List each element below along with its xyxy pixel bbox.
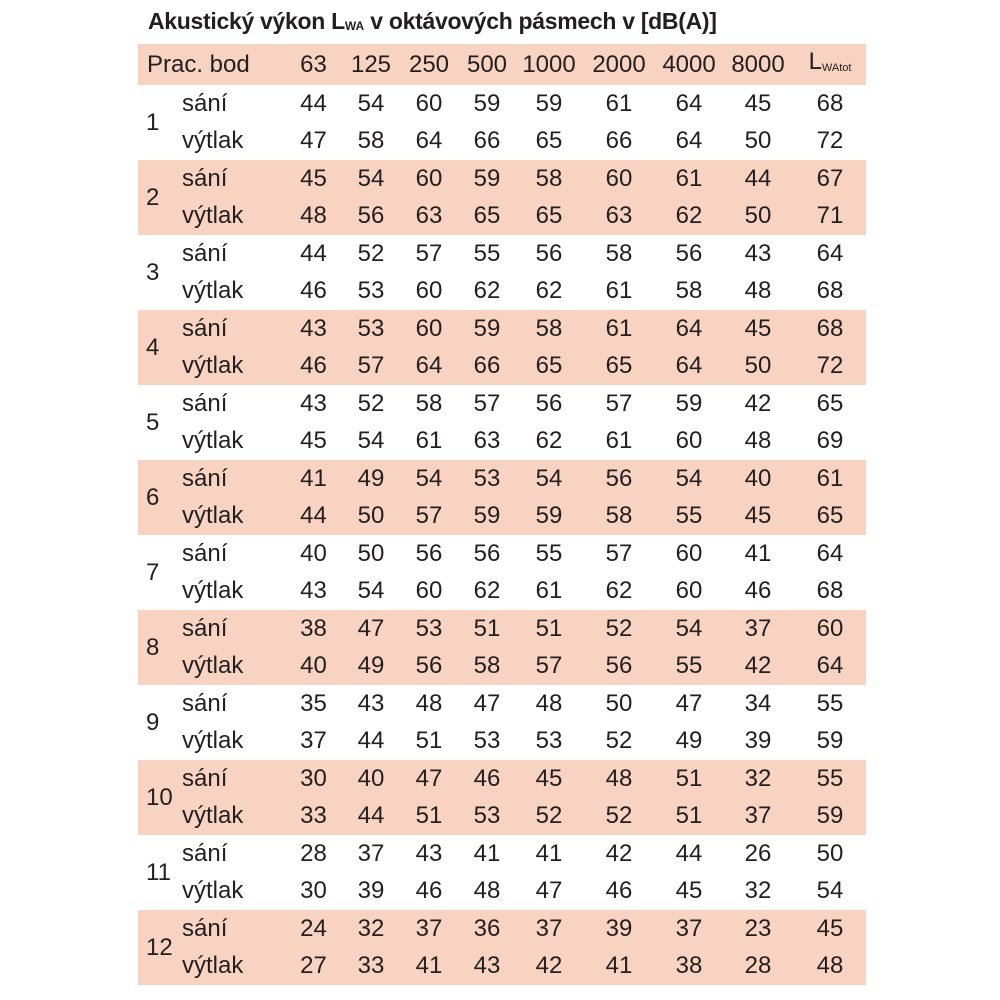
band-value-cell: 39	[582, 910, 656, 948]
band-value-cell: 62	[473, 277, 501, 305]
row-intake	[138, 310, 866, 348]
band-value-cell: 46	[744, 577, 772, 605]
table-header	[138, 44, 866, 85]
intake-label: sání	[178, 160, 285, 198]
header-point-label: Prac. bod	[138, 44, 285, 85]
band-value-cell: 45	[675, 877, 703, 905]
total-value-cell: 54	[816, 877, 844, 905]
intake-label: sání	[178, 310, 285, 348]
header-band-8000: 8000	[722, 44, 794, 85]
row-intake	[138, 460, 866, 498]
row-intake	[138, 85, 866, 123]
discharge-label: výtlak	[178, 498, 285, 536]
point-number: 9	[146, 708, 160, 736]
band-value-cell: 37	[656, 910, 722, 948]
band-value-cell: 40	[300, 539, 327, 567]
header-band-1000: 1000	[516, 44, 582, 85]
band-value-cell: 54	[342, 160, 400, 198]
band-value-cell: 37	[300, 727, 327, 755]
band-value-cell: 55	[473, 239, 501, 267]
band-value-cell: 44	[342, 798, 400, 836]
band-value-cell: 65	[582, 348, 656, 386]
band-value-cell: 43	[300, 389, 327, 417]
total-value-cell: 50	[816, 839, 844, 867]
band-value-cell: 62	[535, 277, 563, 305]
intake-label: sání	[182, 539, 228, 567]
band-value-cell: 58	[582, 498, 656, 536]
band-value-cell: 40	[342, 760, 400, 798]
band-value-cell: 40	[285, 648, 342, 686]
total-value-cell: 55	[816, 689, 844, 717]
band-value-cell: 54	[357, 427, 385, 455]
band-value-cell: 61	[605, 277, 633, 305]
point-number: 7	[146, 558, 160, 586]
band-value-cell: 55	[535, 539, 563, 567]
band-value-cell: 53	[458, 798, 516, 836]
total-value-cell: 60	[794, 610, 866, 648]
total-value-cell: 65	[816, 389, 844, 417]
band-value-cell: 37	[722, 798, 794, 836]
discharge-label: výtlak	[182, 277, 244, 305]
band-value-cell: 66	[458, 348, 516, 386]
band-value-cell: 41	[744, 539, 772, 567]
band-value-cell: 38	[656, 948, 722, 986]
intake-label: sání	[178, 610, 285, 648]
band-value-cell: 26	[744, 839, 772, 867]
band-value-cell: 58	[357, 127, 385, 155]
band-value-cell: 56	[342, 198, 400, 236]
band-value-cell: 43	[744, 239, 772, 267]
band-value-cell: 65	[535, 127, 563, 155]
total-value-cell: 68	[816, 89, 844, 117]
band-value-cell: 57	[473, 389, 501, 417]
band-value-cell: 39	[744, 727, 772, 755]
band-value-cell: 64	[675, 89, 703, 117]
band-value-cell: 47	[535, 877, 563, 905]
band-value-cell: 50	[357, 539, 385, 567]
band-value-cell: 48	[744, 277, 772, 305]
discharge-label: výtlak	[182, 577, 244, 605]
band-value-cell: 50	[342, 498, 400, 536]
band-value-cell: 52	[516, 798, 582, 836]
discharge-label: výtlak	[178, 648, 285, 686]
band-value-cell: 52	[357, 389, 385, 417]
total-value-cell: 68	[794, 310, 866, 348]
band-value-cell: 41	[400, 948, 458, 986]
band-value-cell: 42	[516, 948, 582, 986]
band-value-cell: 62	[473, 577, 501, 605]
header-band-4000: 4000	[656, 44, 722, 85]
band-value-cell: 59	[516, 498, 582, 536]
band-value-cell: 62	[535, 427, 563, 455]
band-value-cell: 66	[473, 127, 501, 155]
band-value-cell: 56	[473, 539, 501, 567]
band-value-cell: 46	[285, 348, 342, 386]
band-value-cell: 49	[342, 648, 400, 686]
band-value-cell: 59	[458, 498, 516, 536]
table-body	[138, 85, 866, 985]
band-value-cell: 62	[656, 198, 722, 236]
band-value-cell: 44	[285, 498, 342, 536]
point-number: 6	[138, 460, 178, 535]
band-value-cell: 53	[357, 277, 385, 305]
header-band-250: 250	[400, 44, 458, 85]
band-value-cell: 54	[656, 460, 722, 498]
band-value-cell: 60	[675, 539, 703, 567]
band-value-cell: 24	[285, 910, 342, 948]
row-intake	[138, 160, 866, 198]
band-value-cell: 60	[675, 577, 703, 605]
band-value-cell: 33	[342, 948, 400, 986]
header-total-main: L	[808, 47, 822, 75]
band-value-cell: 56	[535, 239, 563, 267]
discharge-label: výtlak	[178, 798, 285, 836]
band-value-cell: 44	[357, 727, 385, 755]
band-value-cell: 56	[415, 539, 443, 567]
band-value-cell: 59	[675, 389, 703, 417]
header-total	[794, 44, 866, 85]
point-number: 3	[146, 258, 160, 286]
acoustic-power-table	[138, 44, 866, 985]
total-value-cell: 61	[794, 460, 866, 498]
band-value-cell: 61	[535, 577, 563, 605]
band-value-cell: 47	[342, 610, 400, 648]
table-title	[148, 7, 717, 40]
discharge-label: výtlak	[182, 427, 244, 455]
point-number: 11	[146, 858, 171, 886]
row-intake	[138, 910, 866, 948]
intake-label: sání	[182, 239, 228, 267]
row-discharge	[138, 648, 866, 686]
band-value-cell: 54	[516, 460, 582, 498]
band-value-cell: 61	[605, 89, 633, 117]
band-value-cell: 56	[675, 239, 703, 267]
band-value-cell: 49	[675, 727, 703, 755]
band-value-cell: 57	[415, 239, 443, 267]
band-value-cell: 64	[656, 348, 722, 386]
band-value-cell: 48	[415, 689, 443, 717]
total-value-cell: 69	[816, 427, 844, 455]
band-value-cell: 50	[744, 127, 772, 155]
band-value-cell: 42	[605, 839, 633, 867]
band-value-cell: 59	[473, 89, 501, 117]
band-value-cell: 43	[285, 310, 342, 348]
intake-label: sání	[182, 839, 228, 867]
band-value-cell: 56	[535, 389, 563, 417]
intake-label: sání	[178, 760, 285, 798]
band-value-cell: 48	[285, 198, 342, 236]
band-value-cell: 53	[535, 727, 563, 755]
band-value-cell: 53	[342, 310, 400, 348]
band-value-cell: 48	[582, 760, 656, 798]
band-value-cell: 64	[656, 310, 722, 348]
band-value-cell: 32	[722, 760, 794, 798]
band-value-cell: 57	[605, 539, 633, 567]
band-value-cell: 41	[473, 839, 501, 867]
band-value-cell: 30	[285, 760, 342, 798]
band-value-cell: 45	[300, 427, 327, 455]
band-value-cell: 43	[415, 839, 443, 867]
band-value-cell: 56	[582, 648, 656, 686]
band-value-cell: 57	[342, 348, 400, 386]
band-value-cell: 52	[357, 239, 385, 267]
band-value-cell: 45	[722, 498, 794, 536]
band-value-cell: 37	[400, 910, 458, 948]
band-value-cell: 33	[285, 798, 342, 836]
total-value-cell: 59	[794, 798, 866, 836]
band-value-cell: 53	[400, 610, 458, 648]
band-value-cell: 48	[473, 877, 501, 905]
intake-label: sání	[182, 389, 228, 417]
band-value-cell: 56	[400, 648, 458, 686]
header-band-63: 63	[285, 44, 342, 85]
band-value-cell: 30	[300, 877, 327, 905]
band-value-cell: 42	[744, 389, 772, 417]
band-value-cell: 60	[400, 160, 458, 198]
band-value-cell: 58	[675, 277, 703, 305]
band-value-cell: 47	[400, 760, 458, 798]
discharge-label: výtlak	[178, 198, 285, 236]
row-intake	[138, 235, 866, 273]
band-value-cell: 41	[582, 948, 656, 986]
total-value-cell: 64	[816, 539, 844, 567]
band-value-cell: 41	[535, 839, 563, 867]
total-value-cell: 71	[794, 198, 866, 236]
band-value-cell: 64	[415, 127, 443, 155]
band-value-cell: 55	[656, 648, 722, 686]
band-value-cell: 52	[582, 798, 656, 836]
band-value-cell: 65	[516, 348, 582, 386]
row-discharge	[138, 348, 866, 386]
band-value-cell: 63	[582, 198, 656, 236]
band-value-cell: 63	[473, 427, 501, 455]
band-value-cell: 50	[722, 348, 794, 386]
discharge-label: výtlak	[182, 877, 244, 905]
band-value-cell: 28	[722, 948, 794, 986]
band-value-cell: 48	[535, 689, 563, 717]
intake-label: sání	[182, 89, 228, 117]
band-value-cell: 66	[605, 127, 633, 155]
total-value-cell: 45	[794, 910, 866, 948]
band-value-cell: 53	[458, 460, 516, 498]
band-value-cell: 57	[516, 648, 582, 686]
band-value-cell: 43	[300, 577, 327, 605]
title-subscript: WA	[344, 19, 365, 33]
point-number: 1	[146, 108, 160, 136]
title-suffix: v oktávových pásmech v [dB(A)]	[364, 8, 717, 34]
point-number: 5	[146, 408, 160, 436]
total-value-cell: 68	[816, 577, 844, 605]
total-value-cell: 64	[816, 239, 844, 267]
row-discharge	[138, 723, 866, 761]
intake-label: sání	[178, 460, 285, 498]
band-value-cell: 51	[656, 760, 722, 798]
band-value-cell: 57	[605, 389, 633, 417]
band-value-cell: 63	[400, 198, 458, 236]
band-value-cell: 61	[582, 310, 656, 348]
band-value-cell: 55	[656, 498, 722, 536]
row-discharge	[138, 873, 866, 911]
band-value-cell: 49	[342, 460, 400, 498]
intake-label: sání	[178, 910, 285, 948]
band-value-cell: 44	[300, 239, 327, 267]
point-number: 12	[138, 910, 178, 985]
band-value-cell: 54	[400, 460, 458, 498]
band-value-cell: 59	[535, 89, 563, 117]
discharge-label: výtlak	[182, 127, 244, 155]
row-discharge	[138, 498, 866, 536]
band-value-cell: 65	[458, 198, 516, 236]
band-value-cell: 48	[744, 427, 772, 455]
band-value-cell: 47	[300, 127, 327, 155]
band-value-cell: 47	[675, 689, 703, 717]
band-value-cell: 52	[582, 610, 656, 648]
band-value-cell: 45	[722, 310, 794, 348]
header-row	[138, 44, 866, 85]
band-value-cell: 43	[458, 948, 516, 986]
band-value-cell: 64	[675, 127, 703, 155]
band-value-cell: 46	[458, 760, 516, 798]
band-value-cell: 36	[458, 910, 516, 948]
intake-label: sání	[182, 689, 228, 717]
band-value-cell: 51	[656, 798, 722, 836]
band-value-cell: 37	[722, 610, 794, 648]
band-value-cell: 41	[285, 460, 342, 498]
title-prefix: Akustický výkon L	[148, 8, 345, 34]
total-value-cell: 72	[794, 348, 866, 386]
band-value-cell: 32	[342, 910, 400, 948]
total-value-cell: 59	[816, 727, 844, 755]
band-value-cell: 58	[458, 648, 516, 686]
band-value-cell: 37	[357, 839, 385, 867]
total-value-cell: 68	[816, 277, 844, 305]
header-band-125: 125	[342, 44, 400, 85]
band-value-cell: 51	[516, 610, 582, 648]
band-value-cell: 59	[458, 160, 516, 198]
row-discharge	[138, 273, 866, 311]
band-value-cell: 59	[458, 310, 516, 348]
row-discharge	[138, 423, 866, 461]
band-value-cell: 54	[656, 610, 722, 648]
band-value-cell: 60	[415, 89, 443, 117]
band-value-cell: 34	[744, 689, 772, 717]
band-value-cell: 47	[473, 689, 501, 717]
band-value-cell: 39	[357, 877, 385, 905]
total-value-cell: 64	[794, 648, 866, 686]
band-value-cell: 54	[357, 577, 385, 605]
band-value-cell: 65	[516, 198, 582, 236]
band-value-cell: 37	[516, 910, 582, 948]
band-value-cell: 51	[458, 610, 516, 648]
band-value-cell: 60	[675, 427, 703, 455]
band-value-cell: 58	[516, 160, 582, 198]
band-value-cell: 53	[473, 727, 501, 755]
band-value-cell: 27	[285, 948, 342, 986]
band-value-cell: 45	[285, 160, 342, 198]
header-band-2000: 2000	[582, 44, 656, 85]
band-value-cell: 50	[605, 689, 633, 717]
band-value-cell: 35	[300, 689, 327, 717]
band-value-cell: 28	[300, 839, 327, 867]
band-value-cell: 61	[415, 427, 443, 455]
total-value-cell: 65	[794, 498, 866, 536]
band-value-cell: 43	[357, 689, 385, 717]
band-value-cell: 60	[582, 160, 656, 198]
total-value-cell: 67	[794, 160, 866, 198]
band-value-cell: 46	[415, 877, 443, 905]
discharge-label: výtlak	[178, 348, 285, 386]
row-intake	[138, 685, 866, 723]
row-discharge	[138, 123, 866, 161]
band-value-cell: 61	[605, 427, 633, 455]
row-discharge	[138, 798, 866, 836]
band-value-cell: 45	[744, 89, 772, 117]
band-value-cell: 32	[744, 877, 772, 905]
band-value-cell: 58	[516, 310, 582, 348]
band-value-cell: 42	[722, 648, 794, 686]
row-intake	[138, 385, 866, 423]
band-value-cell: 60	[415, 577, 443, 605]
point-number: 4	[138, 310, 178, 385]
band-value-cell: 45	[516, 760, 582, 798]
band-value-cell: 64	[400, 348, 458, 386]
band-value-cell: 60	[415, 277, 443, 305]
band-value-cell: 61	[656, 160, 722, 198]
row-intake	[138, 835, 866, 873]
band-value-cell: 52	[605, 727, 633, 755]
discharge-label: výtlak	[178, 948, 285, 986]
band-value-cell: 58	[605, 239, 633, 267]
band-value-cell: 44	[300, 89, 327, 117]
band-value-cell: 44	[675, 839, 703, 867]
total-value-cell: 55	[794, 760, 866, 798]
band-value-cell: 57	[400, 498, 458, 536]
band-value-cell: 56	[582, 460, 656, 498]
row-discharge	[138, 948, 866, 986]
band-value-cell: 23	[722, 910, 794, 948]
header-band-500: 500	[458, 44, 516, 85]
discharge-label: výtlak	[182, 727, 244, 755]
band-value-cell: 44	[722, 160, 794, 198]
band-value-cell: 62	[605, 577, 633, 605]
row-discharge	[138, 198, 866, 236]
point-number: 10	[138, 760, 178, 835]
band-value-cell: 46	[605, 877, 633, 905]
header-total-subscript: WAtot	[821, 61, 852, 74]
band-value-cell: 60	[400, 310, 458, 348]
row-discharge	[138, 573, 866, 611]
band-value-cell: 51	[400, 798, 458, 836]
band-value-cell: 51	[415, 727, 443, 755]
point-number: 2	[138, 160, 178, 235]
band-value-cell: 38	[285, 610, 342, 648]
total-value-cell: 72	[816, 127, 844, 155]
band-value-cell: 40	[722, 460, 794, 498]
row-intake	[138, 760, 866, 798]
band-value-cell: 54	[357, 89, 385, 117]
band-value-cell: 46	[300, 277, 327, 305]
row-intake	[138, 610, 866, 648]
band-value-cell: 58	[415, 389, 443, 417]
row-intake	[138, 535, 866, 573]
band-value-cell: 50	[722, 198, 794, 236]
point-number: 8	[138, 610, 178, 685]
total-value-cell: 48	[794, 948, 866, 986]
